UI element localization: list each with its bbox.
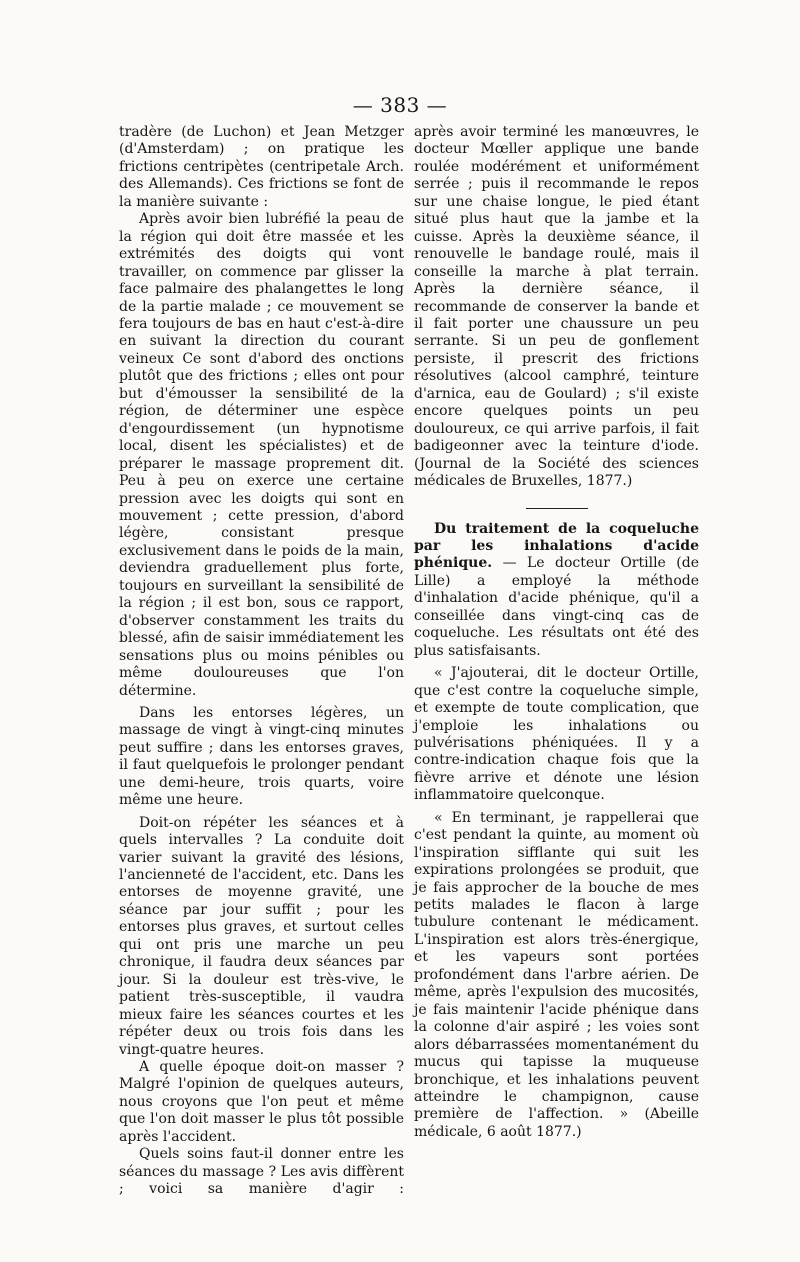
left-paragraph-5: A quelle époque doit-on masser ? Malgré l'opinion de quelques auteurs, nous croyons que l'on peut et même que l'on doit masser le plus tôt possible après l'accident. <box>119 1059 404 1145</box>
left-paragraph-6: Quels soins faut-il donner entre les séances du massage ? Les avis diffèrent ; voici sa manière d'agir : <box>119 1146 404 1198</box>
right-paragraph-4: « En terminant, je rappellerai que c'est pendant la quinte, au moment où l'inspiration sifflante qui suit les expirations prolongées se produit, que je fais approcher de la bouche de mes petits malades le flacon à large tubulure contenant le médicament. L'inspiration est alors très-énergique, et les vapeurs sont portées profondément dans l'arbre aérien. De même, après l'expulsion des mucosités, je fais maintenir l'acide phénique dans la colonne d'air aspiré ; les voies sont alors débarrassées momentanément du mucus qui tapisse la muqueuse bronchique, et les inhalations peuvent atteindre le champignon, cause première de l'affection. » (Abeille médicale, 6 août 1877.) <box>414 809 699 1140</box>
left-paragraph-1: tradère (de Luchon) et Jean Metzger (d'Amsterdam) ; on pratique les frictions centripètes (centripetale Arch. des Allemands). Ces frictions se font de la manière suivante : <box>119 124 404 210</box>
right-column <box>414 124 699 1141</box>
section-divider <box>526 508 588 509</box>
page-number: — 383 — <box>352 93 448 117</box>
article-intro: — Le docteur Ortille (de Lille) a employé la méthode d'inhalation d'acide phénique, qu'il a conseillée dans vingt-cinq cas de coqueluche. Les résultats ont été des plus satisfaisants. <box>414 555 699 659</box>
left-paragraph-4: Doit-on répéter les séances et à quels intervalles ? La conduite doit varier suivant la gravité des lésions, l'ancienneté de l'accident, etc. Dans les entorses de moyenne gravité, une séance par jour suffit ; pour les entorses plus graves, et surtout celles qui ont pris une marche un peu chronique, il faudra deux séances par jour. Si la douleur est très-vive, le patient très-susceptible, il vaudra mieux faire les séances courtes et les répéter deux ou trois fois dans les vingt-quatre heures. <box>119 814 404 1058</box>
left-column <box>119 124 404 1199</box>
article-paragraph <box>414 521 699 661</box>
right-paragraph-1: après avoir terminé les manœuvres, le docteur Mœller applique une bande roulée modérément et uniformément serrée ; puis il recommande le repos sur une chaise longue, le pied étant situé plus haut que la jambe et la cuisse. Après la deuxième séance, il renouvelle le bandage roulé, mais il conseille la marche à plat terrain. Après la dernière séance, il recommande de conserver la bande et il fait porter une chaussure un peu serrante. Si un peu de gonflement persiste, il prescrit des frictions résolutives (alcool camphré, teinture d'arnica, eau de Goulard) ; s'il existe encore quelques points un peu douloureux, ce qui arrive parfois, il fait badigeonner avec la teinture d'iode. (Journal de la Société des sciences médicales de Bruxelles, 1877.) <box>414 124 699 490</box>
left-paragraph-2: Après avoir bien lubréfié la peau de la région qui doit être massée et les extrémités des doigts qui vont travailler, on commence par glisser la face palmaire des phalangettes le long de la partie malade ; ce mouvement se fera toujours de bas en haut c'est-à-dire en suivant la direction du courant veineux Ce sont d'abord des onctions plutôt que des frictions ; elles ont pour but d'émousser la sensibilité de la région, de déterminer une espèce d'engourdissement (un hypnotisme local, disent les spécialistes) et de préparer le massage proprement dit. Peu à peu on exerce une certaine pression avec les doigts qui sont en mouvement ; cette pression, d'abord légère, consistant presque exclusivement dans le poids de la main, deviendra graduellement plus forte, toujours en surveillant la sensibilité de la région ; il est bon, sous ce rapport, d'observer constamment les traits du blessé, afin de saisir immédiatement les sensations plus ou moins pénibles ou même douloureuses que l'on détermine. <box>119 211 404 699</box>
article-title: Du traitement de la coqueluche par les inhalations d'acide phénique. <box>414 520 699 572</box>
right-paragraph-3: « J'ajouterai, dit le docteur Ortille, que c'est contre la coqueluche simple, et exempte de toute complication, que j'emploie les inhalations ou pulvérisations phéniquées. Il y a contre-indication chaque fois que la fièvre arrive et dénote une lésion inflammatoire quelconque. <box>414 665 699 804</box>
left-paragraph-3: Dans les entorses légères, un massage de vingt à vingt-cinq minutes peut suffire ; dans les entorses graves, il faut quelquefois le prolonger pendant une demi-heure, trois quarts, voire même une heure. <box>119 704 404 809</box>
